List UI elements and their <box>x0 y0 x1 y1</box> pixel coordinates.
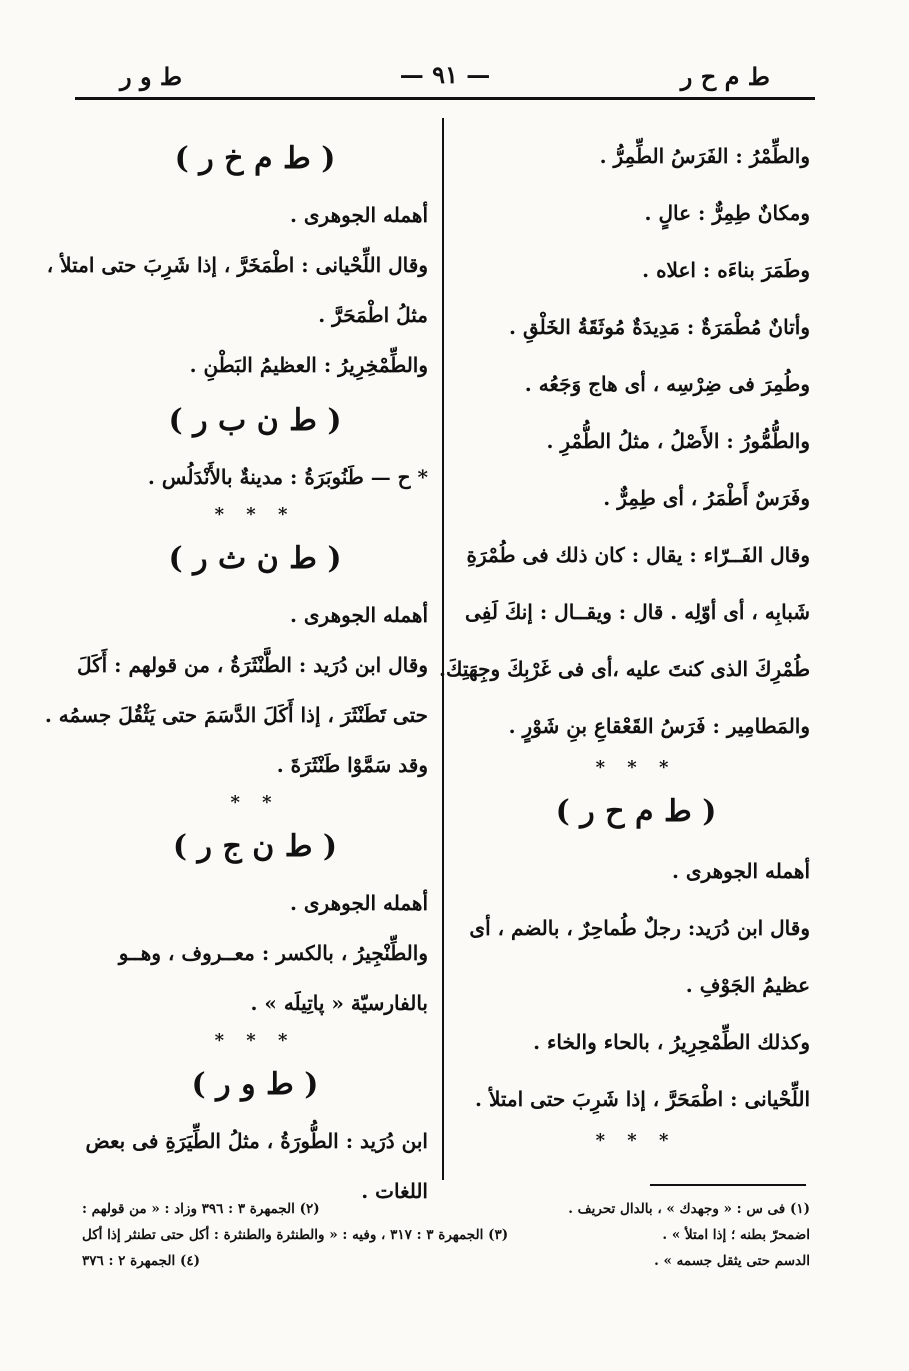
entry-line: * ح — طَنُوبَرَةُ : مدينةٌ بالأَنْدَلُس . <box>147 465 428 489</box>
entry-line: وقال ابن دُرَيد : الطَّنْثَرَةُ ، من قولهم : أَكَلَ <box>76 653 428 677</box>
section-separator: * * * <box>214 504 296 525</box>
footnote-row <box>82 1248 810 1274</box>
entry-line: والطِّمْخِرِيرُ : العظيمُ البَطْنِ . <box>189 353 428 377</box>
footnote-row <box>82 1196 810 1222</box>
entry-line: وطُمِرَ فى ضِرْسِه ، أى هاج وَجَعُه . <box>524 372 810 396</box>
entry-line: أهمله الجوهرى . <box>289 891 428 915</box>
header-rule <box>75 97 815 100</box>
entry-line: والمَطامِير : فَرَسُ القَعْقاعِ بنِ شَوْرٍ . <box>508 714 810 738</box>
section-separator: * * * <box>595 757 677 778</box>
entry-line: وطَمَرَ بناءَه : اعلاه . <box>642 258 810 282</box>
root-heading: ( ط ن ج ر ) <box>172 829 338 864</box>
entry-line: والطِّمْرُ : الفَرَسُ الطِّمِرُّ . <box>599 144 810 168</box>
entry-line: وفَرَسٌ أَطْمَرُ ، أى طِمِرٌّ . <box>603 486 810 510</box>
entry-line: وكذلك الطِّمْحِرِيرُ ، بالحاء والخاء . <box>533 1030 810 1054</box>
entry-line: بالفارسيّة « پاتِيلَه » . <box>250 991 428 1015</box>
root-heading: ( ط ن ب ر ) <box>168 403 342 438</box>
footnote: (١) فى س : « وجهدك » ، بالدال تحريف . <box>568 1201 810 1217</box>
left-column <box>44 128 428 1216</box>
footnote-rule <box>650 1184 806 1186</box>
entry-line: وقد سَمَّوْا طَنْثَرَةَ . <box>276 753 428 777</box>
footnote: (٣) الجمهرة ٣ : ٣١٧ ، وفيه : « والطنثرة والطنثرة : أكل حتى تطنثر إذا أكل <box>82 1227 509 1243</box>
root-heading: ( ط م خ ر ) <box>174 141 336 176</box>
header-root-right: ط م ح ر <box>680 62 770 91</box>
footnote: (٢) الجمهرة ٣ : ٣٩٦ وزاد : « من قولهم : <box>82 1201 320 1217</box>
entry-line: اللغات . <box>361 1179 428 1203</box>
section-separator: * * * <box>595 1130 677 1151</box>
root-heading: ( ط و ر ) <box>191 1067 319 1102</box>
entry-line: والطِّنْجِيرُ ، بالكسر : معــروف ، وهــو <box>118 941 428 965</box>
entry-line: ابن دُرَيد : الطُّورَةُ ، مثلُ الطِّيَرَةِ فى بعض <box>85 1129 428 1153</box>
right-column <box>439 128 810 1154</box>
footnote: (٤) الجمهرة ٢ : ٣٧٦ <box>82 1253 200 1269</box>
page-header <box>75 52 815 98</box>
entry-line: وأتانٌ مُطْمَرَةٌ : مَدِيدَةٌ مُوثَقَةُ الخَلْقِ . <box>509 315 810 339</box>
entry-line: طُمْرِكَ الذى كنتَ عليه ،أى فى غَرْبِكَ وجِهَتِكَ. <box>439 657 810 681</box>
entry-line: والطُّمُّورُ : الأَصْلُ ، مثلُ الطُّمْرِ . <box>546 429 810 453</box>
entry-line: شَبابِه ، أى أوّلِه . قال : ويقــال : إنكَ لَفِى <box>465 600 810 624</box>
entry-line: ومكانٌ طِمِرٌّ : عالٍ . <box>644 201 810 225</box>
root-heading: ( ط م ح ر ) <box>555 794 717 829</box>
entry-line: وقال اللِّحْيانى : اطْمَخَرَّ ، إذا شَرِبَ حتى امتلأ ، <box>46 253 428 277</box>
footnote: الدسم حتى يثقل جسمه » . <box>654 1253 810 1269</box>
section-separator: * * <box>230 792 280 813</box>
entry-line: عظيمُ الجَوْفِ . <box>685 973 810 997</box>
entry-line: مثلُ اطْمَحَرَّ . <box>318 303 428 327</box>
entry-line: حتى تَطَنْثَرَ ، إذا أَكَلَ الدَّسَمَ حتى يَثْقُلَ جسمُه . <box>44 703 428 727</box>
entry-line: أهمله الجوهرى . <box>671 859 810 883</box>
page-number: — ٩١ — <box>399 60 491 89</box>
entry-line: اللِّحْيانى : اطْمَحَرَّ ، إذا شَرِبَ حتى امتلأ . <box>475 1087 810 1111</box>
footnotes <box>82 1196 810 1274</box>
entry-line: أهمله الجوهرى . <box>289 603 428 627</box>
header-root-left: ط و ر <box>120 62 183 91</box>
entry-line: وقال ابن دُرَيد: رجلٌ طُماحِرٌ ، بالضم ، أى <box>469 916 810 940</box>
footnote-row <box>82 1222 810 1248</box>
root-heading: ( ط ن ث ر ) <box>168 541 342 576</box>
footnote: اضمحرّ بطنه ؛ إذا امتلأ » . <box>662 1227 810 1243</box>
section-separator: * * * <box>214 1030 296 1051</box>
entry-line: أهمله الجوهرى . <box>289 203 428 227</box>
entry-line: وقال الفَــرّاء : يقال : كان ذلك فى طُمْرَةِ <box>466 543 810 567</box>
